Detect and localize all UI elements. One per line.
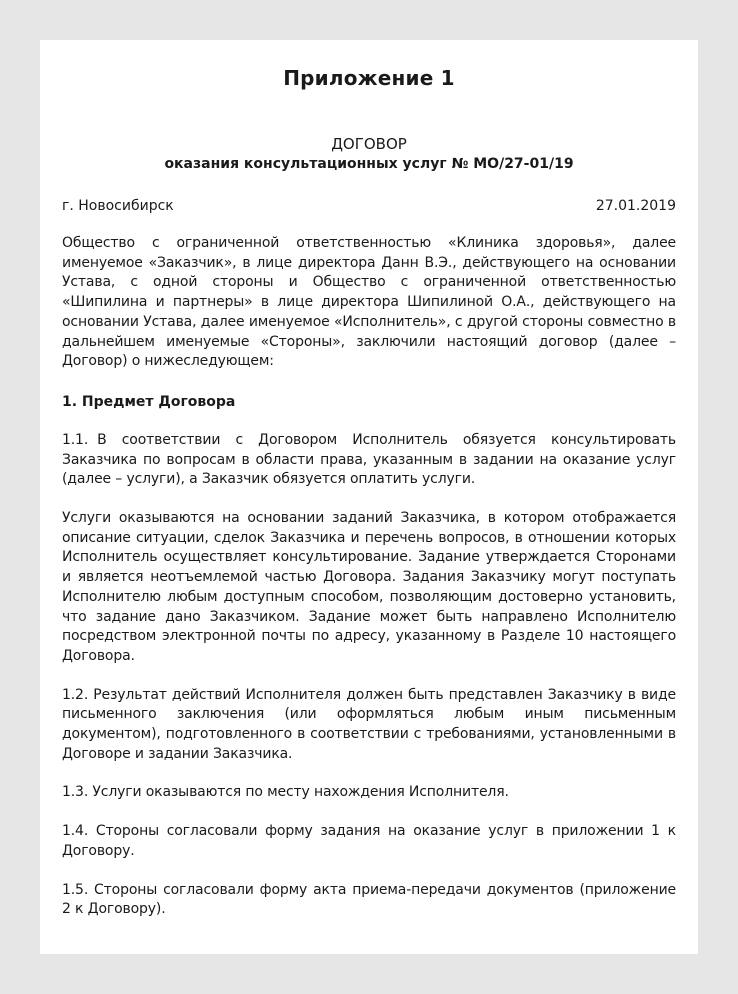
city-date-row — [62, 196, 676, 216]
clause-1-1-text: В соответствии с Договором Исполнитель обязуется консультировать Заказчика по вопросам в области права, указанным в задании на оказание услуг (далее – услуги), а Заказчик обязуется оплатить услуги. — [62, 431, 676, 488]
clause-1-4: 1.4. Стороны согласовали форму задания на оказание услуг в приложении 1 к Договору. — [62, 823, 676, 859]
contract-title: ДОГОВОР — [331, 135, 407, 153]
contract-city: г. Новосибирск — [62, 198, 174, 214]
clause-1-1-continuation: Услуги оказываются на основании заданий Заказчика, в котором отображается описание ситуации, сделок Заказчика и перечень вопросов, в отношении которых Исполнитель осуществляет консультирование. Задание утверждается Сторонами и является неотъемлемой частью Договора. Задания Заказчику могут поступать Исполнителю любым доступным способом, позволяющим достоверно установить, что задание дано Заказчиком. Задание может быть направлено Исполнителю посредством электронной почты по адресу, указанному в Разделе 10 настоящего Договора. — [62, 510, 676, 664]
clause-1-1 — [62, 431, 676, 490]
clause-1-5: 1.5. Стороны согласовали форму акта приема-передачи документов (приложение 2 к Договору). — [62, 881, 676, 918]
intro-paragraph: Общество с ограниченной ответственностью «Клиника здоровья», далее именуемое «Заказчик», в лице директора Данн В.Э., действующего на основании Устава, с одной стороны и Общество с ограниченной ответственностью «Шипилина и партнеры» в лице директора Шипилиной О.А., действующего на основании Устава, далее именуемое «Исполнитель», с другой стороны совместно в дальнейшем именуемые «Стороны», заключили настоящий договор (далее – Договор) о нижеследующем: — [62, 235, 676, 370]
appendix-title: Приложение 1 — [283, 66, 455, 90]
contract-date: 27.01.2019 — [595, 198, 676, 214]
document-page — [40, 40, 698, 954]
clause-1-2: 1.2. Результат действий Исполнителя должен быть представлен Заказчику в виде письменного заключения (или оформляться любым иным письменным документом), подготовленного в соответствии с требованиями, установленными в Договоре и задании Заказчика. — [62, 686, 676, 762]
section-heading: 1. Предмет Договора — [62, 393, 236, 410]
clause-1-1-number: 1.1. — [62, 431, 89, 448]
contract-subtitle: оказания консультационных услуг № МО/27-01/19 — [164, 156, 574, 172]
clause-1-3: 1.3. Услуги оказываются по месту нахождения Исполнителя. — [62, 784, 509, 801]
